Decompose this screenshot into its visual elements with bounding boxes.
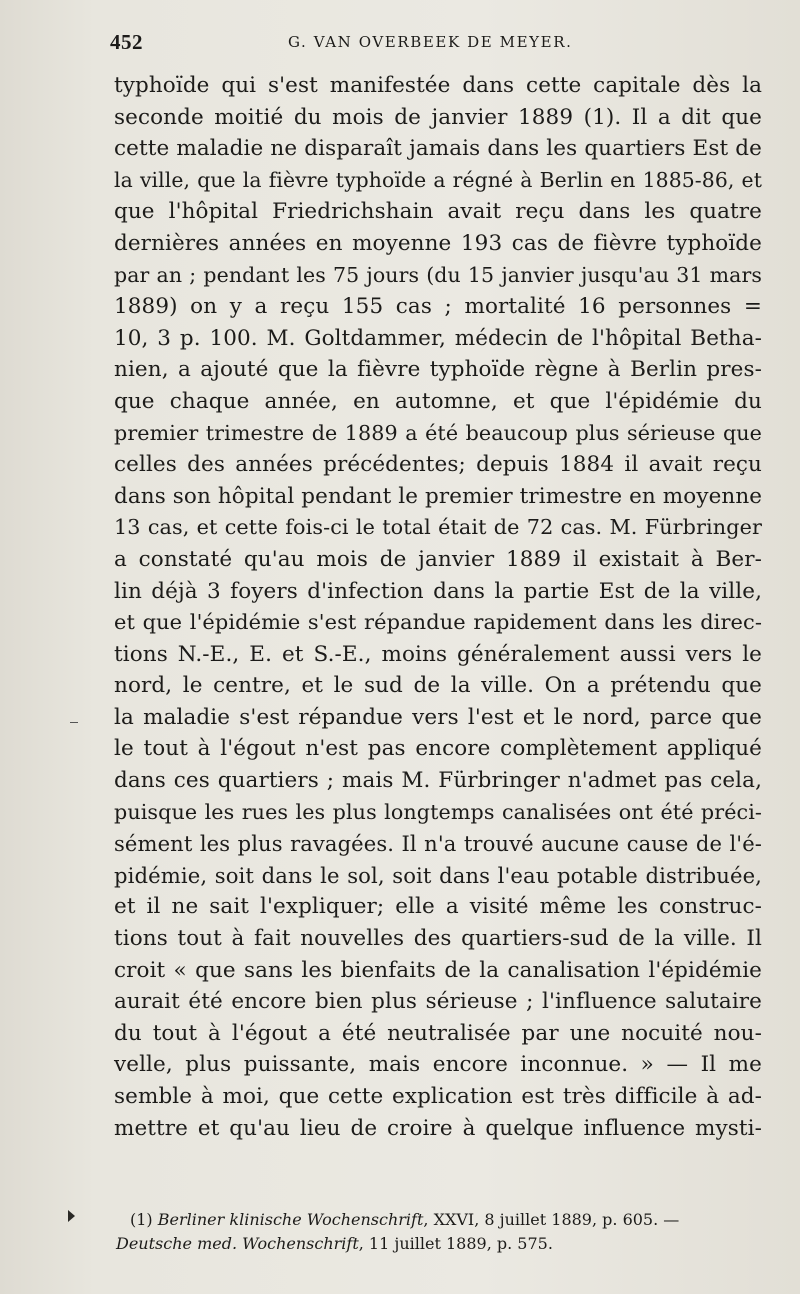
text-line: tions tout à fait nouvelles des quartiers-sud de la ville. Il xyxy=(114,926,762,952)
text-line: velle, plus puissante, mais encore inconnue. » — Il me xyxy=(114,1052,762,1078)
text-line: sément les plus ravagées. Il n'a trouvé aucune cause de l'é- xyxy=(114,831,762,857)
text-line: premier trimestre de 1889 a été beaucoup plus sérieuse que xyxy=(114,420,762,445)
text-line: 1889) on y a reçu 155 cas ; mortalité 16 personnes = xyxy=(114,294,762,320)
text-line: puisque les rues les plus longtemps canalisées ont été préci- xyxy=(114,799,762,824)
page-number: 452 xyxy=(110,30,143,54)
footnote-line xyxy=(116,1232,780,1256)
text-line: croit « que sans les bienfaits de la canalisation l'épidémie xyxy=(114,957,762,983)
text-line: nord, le centre, et le sud de la ville. On a prétendu que xyxy=(114,673,762,699)
text-line: tions N.-E., E. et S.-E., moins généralement aussi vers le xyxy=(114,641,762,667)
text-line: aurait été encore bien plus sérieuse ; l'influence salutaire xyxy=(114,989,762,1015)
footnotes xyxy=(116,1208,780,1256)
margin-mark xyxy=(70,722,78,723)
text-line: 13 cas, et cette fois-ci le total était de 72 cas. M. Fürbringer xyxy=(114,515,762,540)
footnote-journal: Berliner klinische Wochenschrift xyxy=(157,1210,424,1229)
footnote-reference: , 11 juillet 1889, p. 575. xyxy=(358,1234,553,1253)
footnote-margin-arrow-icon xyxy=(68,1210,75,1222)
running-head xyxy=(110,30,760,60)
text-line: que l'hôpital Friedrichshain avait reçu dans les quatre xyxy=(114,199,762,225)
text-line: seconde moitié du mois de janvier 1889 (1). Il a dit que xyxy=(114,104,762,130)
footnote-reference: , XXVI, 8 juillet 1889, p. 605. — xyxy=(423,1210,680,1229)
text-line: 10, 3 p. 100. M. Goltdammer, médecin de l'hôpital Betha- xyxy=(114,325,762,351)
text-line: et il ne sait l'expliquer; elle a visité même les construc- xyxy=(114,894,762,920)
footnote-line xyxy=(130,1208,780,1232)
text-line: lin déjà 3 foyers d'infection dans la partie Est de la ville, xyxy=(114,578,762,604)
text-line: et que l'épidémie s'est répandue rapidement dans les direc- xyxy=(114,610,762,635)
text-line: dans son hôpital pendant le premier trimestre en moyenne xyxy=(114,483,763,509)
body-text xyxy=(114,70,762,1144)
text-line: a constaté qu'au mois de janvier 1889 il existait à Ber- xyxy=(114,546,762,572)
text-line: mettre et qu'au lieu de croire à quelque influence mysti- xyxy=(114,1115,762,1141)
text-line: que chaque année, en automne, et que l'épidémie du xyxy=(114,388,762,414)
text-line: du tout à l'égout a été neutralisée par une nocuité nou- xyxy=(114,1020,762,1046)
text-line: nien, a ajouté que la fièvre typhoïde règne à Berlin pres- xyxy=(114,357,762,383)
footnote-journal: Deutsche med. Wochenschrift xyxy=(116,1234,359,1253)
text-line: la ville, que la fièvre typhoïde a régné à Berlin en 1885-86, et xyxy=(114,167,762,192)
footnote-marker: (1) xyxy=(130,1210,153,1229)
text-line: le tout à l'égout n'est pas encore complètement appliqué xyxy=(114,736,762,762)
text-line: la maladie s'est répandue vers l'est et le nord, parce que xyxy=(114,704,762,730)
text-line: semble à moi, que cette explication est très difficile à ad- xyxy=(114,1084,762,1109)
text-line: dans ces quartiers ; mais M. Fürbringer n'admet pas cela, xyxy=(114,768,762,794)
text-line: typhoïde qui s'est manifestée dans cette capitale dès la xyxy=(114,73,762,98)
text-line: celles des années précédentes; depuis 1884 il avait reçu xyxy=(114,452,762,478)
text-line: par an ; pendant les 75 jours (du 15 janvier jusqu'au 31 mars xyxy=(114,262,762,287)
text-line: dernières années en moyenne 193 cas de fièvre typhoïde xyxy=(114,230,762,256)
text-line: cette maladie ne disparaît jamais dans les quartiers Est de xyxy=(114,136,762,162)
running-title: G. VAN OVERBEEK DE MEYER. xyxy=(288,33,573,51)
text-line: pidémie, soit dans le sol, soit dans l'eau potable distribuée, xyxy=(114,862,762,888)
